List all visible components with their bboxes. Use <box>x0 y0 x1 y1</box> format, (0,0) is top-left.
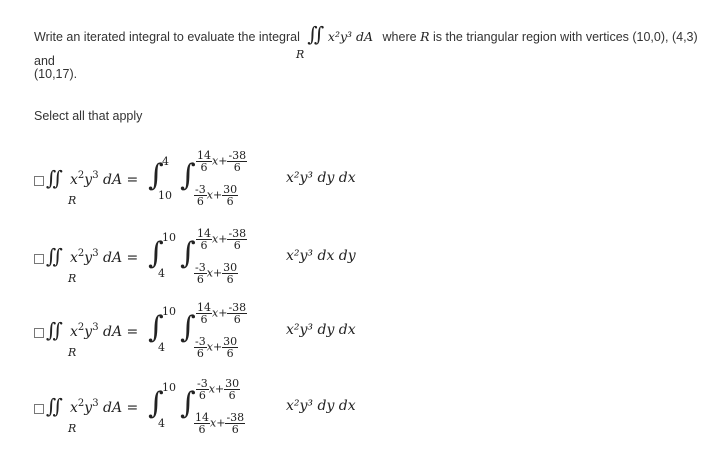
question-text <box>34 22 714 68</box>
inner-upper-limit: $\frac{-3}{6}$ x+ $\frac{30}{6}$ <box>197 377 240 402</box>
option-region-sub: R <box>68 272 77 285</box>
option-integrand: x²y³ dx dy <box>286 248 356 264</box>
question-integrand: x²y³ dA <box>327 29 374 44</box>
inner-upper-limit: $\frac{14}{6}$ x+ $\frac{-38}{6}$ <box>197 227 247 252</box>
inner-upper-limit: $\frac{14}{6}$ x+ $\frac{-38}{6}$ <box>197 149 247 174</box>
option-integrand: x²y³ dy dx <box>286 398 356 414</box>
outer-integral-symbol: ∫ <box>148 236 164 271</box>
question-region-sub: R <box>296 48 305 61</box>
inner-integral-symbol: ∫ <box>180 158 196 193</box>
option-integrand: x²y³ dy dx <box>286 322 356 338</box>
question-text-line2: (10,17). <box>34 67 78 81</box>
option-lhs-integrand: $x^2y^3$ dA = <box>70 322 139 340</box>
outer-lower-limit: 4 <box>158 341 165 354</box>
option-lhs-integrand: $x^2y^3$ dA = <box>70 398 139 416</box>
option-integrand: x²y³ dy dx <box>286 170 356 186</box>
option-checkbox[interactable] <box>34 176 44 186</box>
outer-integral-symbol: ∫ <box>148 158 164 193</box>
answer-option[interactable] <box>34 302 694 372</box>
outer-lower-limit: 4 <box>158 417 165 430</box>
inner-lower-limit: $\frac{-3}{6}$ x+ $\frac{30}{6}$ <box>195 261 238 286</box>
double-integral-symbol: ∬ <box>46 166 64 190</box>
option-checkbox[interactable] <box>34 404 44 414</box>
double-integral-symbol: ∬ <box>307 22 325 46</box>
inner-lower-limit: $\frac{-3}{6}$ x+ $\frac{30}{6}$ <box>195 183 238 208</box>
option-lhs-integrand: $x^2y^3$ dA = <box>70 170 139 188</box>
instruction-text: Select all that apply <box>34 109 143 123</box>
option-region-sub: R <box>68 346 77 359</box>
question-suffix: is the triangular region with vertices (10,0), (4,3) and <box>34 30 698 68</box>
question-region-var: R <box>420 29 430 44</box>
outer-integral-symbol: ∫ <box>148 310 164 345</box>
option-region-sub: R <box>68 194 77 207</box>
inner-integral-symbol: ∫ <box>180 236 196 271</box>
outer-lower-limit: 4 <box>158 267 165 280</box>
outer-upper-limit: 10 <box>162 305 176 318</box>
question-where: where <box>382 30 417 44</box>
outer-upper-limit: 4 <box>162 155 169 168</box>
option-region-sub: R <box>68 422 77 435</box>
double-integral-symbol: ∬ <box>46 394 64 418</box>
inner-integral-symbol: ∫ <box>180 310 196 345</box>
inner-lower-limit: $\frac{-3}{6}$ x+ $\frac{30}{6}$ <box>195 335 238 360</box>
option-checkbox[interactable] <box>34 254 44 264</box>
answer-option[interactable] <box>34 378 694 448</box>
answer-option[interactable] <box>34 150 694 220</box>
double-integral-symbol: ∬ <box>46 318 64 342</box>
outer-lower-limit: 10 <box>158 189 172 202</box>
inner-lower-limit: $\frac{14}{6}$ x+ $\frac{-38}{6}$ <box>195 411 245 436</box>
outer-upper-limit: 10 <box>162 231 176 244</box>
outer-integral-symbol: ∫ <box>148 386 164 421</box>
inner-upper-limit: $\frac{14}{6}$ x+ $\frac{-38}{6}$ <box>197 301 247 326</box>
double-integral-symbol: ∬ <box>46 244 64 268</box>
option-checkbox[interactable] <box>34 328 44 338</box>
inner-integral-symbol: ∫ <box>180 386 196 421</box>
outer-upper-limit: 10 <box>162 381 176 394</box>
question-prefix: Write an iterated integral to evaluate the integral <box>34 30 300 44</box>
option-lhs-integrand: $x^2y^3$ dA = <box>70 248 139 266</box>
answer-option[interactable] <box>34 228 694 298</box>
